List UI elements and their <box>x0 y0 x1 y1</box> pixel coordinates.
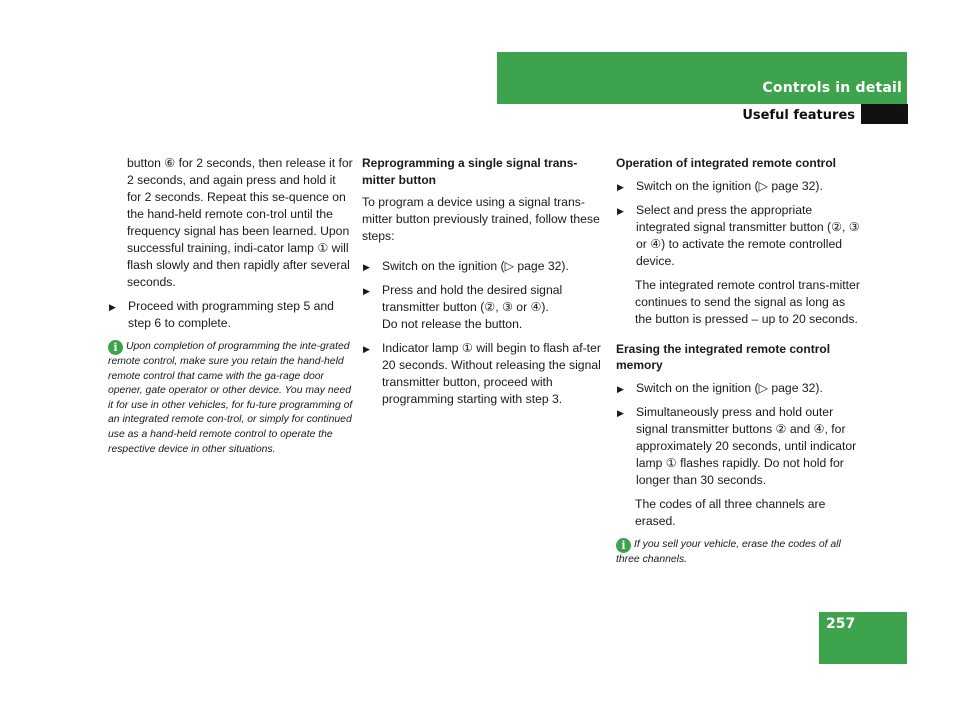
continuation-paragraph: button ⑥ for 2 seconds, then release it for 2 seconds, and again press and hold it for 2 seconds. Repeat this se-quence on the hand-held remote con-trol until the frequency signal has been learned. Upon successful training, indi-cator lamp ① will flash slowly and then rapidly after several seconds. <box>127 156 353 289</box>
section-heading: Operation of integrated remote control <box>616 156 837 170</box>
step-followup-text: Do not release the button. <box>382 317 523 331</box>
info-note-text: If you sell your vehicle, erase the codes of all three channels. <box>616 538 841 565</box>
result-paragraph: The integrated remote control trans-mitter continues to send the signal as long as the button is pressed – up to 20 seconds. <box>635 277 860 326</box>
info-note <box>616 538 861 568</box>
step-item <box>616 202 861 270</box>
bullet-arrow-icon: ▶ <box>363 344 370 354</box>
section-title: Controls in detail <box>762 80 902 96</box>
header-bar <box>497 52 907 104</box>
step-item <box>108 298 353 332</box>
bullet-arrow-icon: ▶ <box>363 286 370 296</box>
step-text: Switch on the ignition (▷ page 32). <box>636 380 823 395</box>
step-item <box>616 404 861 489</box>
step-item <box>362 340 607 408</box>
column-3 <box>616 155 861 567</box>
intro-paragraph: To program a device using a signal trans-mitter button previously trained, follow these steps: <box>362 195 600 243</box>
bullet-arrow-icon: ▶ <box>363 262 370 272</box>
section-heading: Erasing the integrated remote control memory <box>616 341 831 372</box>
info-icon: i <box>616 538 631 553</box>
column-1 <box>108 155 353 457</box>
section-tab-marker <box>861 104 908 124</box>
bullet-arrow-icon: ▶ <box>617 205 624 216</box>
step-text: Proceed with programming step 5 and step 6 to complete. <box>128 299 334 330</box>
step-text: Indicator lamp ① will begin to flash af-ter 20 seconds. Without releasing the signal transmitter button, proceed with programming starting with step 3. <box>382 341 601 406</box>
step-text: Select and press the appropriate integrated signal transmitter button (②, ③ or ④) to activate the remote controlled device. <box>636 202 860 268</box>
bullet-arrow-icon: ▶ <box>617 181 624 192</box>
page-number: 257 <box>826 616 856 632</box>
section-heading: Reprogramming a single signal trans-mitter button <box>362 156 578 187</box>
step-item <box>616 380 861 397</box>
bullet-arrow-icon: ▶ <box>109 302 116 312</box>
step-text: Simultaneously press and hold outer signal transmitter buttons ② and ④, for approximately 20 seconds, until indicator lamp ① flashes rapidly. Do not hold for longer than 30 seconds. <box>636 404 857 487</box>
info-note <box>108 340 353 457</box>
step-item <box>616 178 861 195</box>
bullet-arrow-icon: ▶ <box>617 407 624 418</box>
result-paragraph: The codes of all three channels are erased. <box>635 496 826 528</box>
bullet-arrow-icon: ▶ <box>617 383 624 394</box>
subsection-title: Useful features <box>742 108 855 123</box>
step-text: Switch on the ignition (▷ page 32). <box>636 178 823 193</box>
step-text: Switch on the ignition (▷ page 32). <box>382 259 569 273</box>
step-item <box>362 282 607 333</box>
column-2 <box>362 155 607 415</box>
step-item <box>362 258 607 275</box>
info-note-text: Upon completion of programming the inte-grated remote control, make sure you retain the hand-held remote control that came with the ga-rage door opener, gate operator or other device. You may need it for use in other vehicles, for fu-ture programming of an integrated remote con-trol, or simply for continued use as a hand-held remote control to operate the respective device in other situations. <box>108 341 353 455</box>
step-text: Press and hold the desired signal transmitter button (②, ③ or ④). <box>382 283 563 314</box>
info-icon: i <box>108 340 123 355</box>
